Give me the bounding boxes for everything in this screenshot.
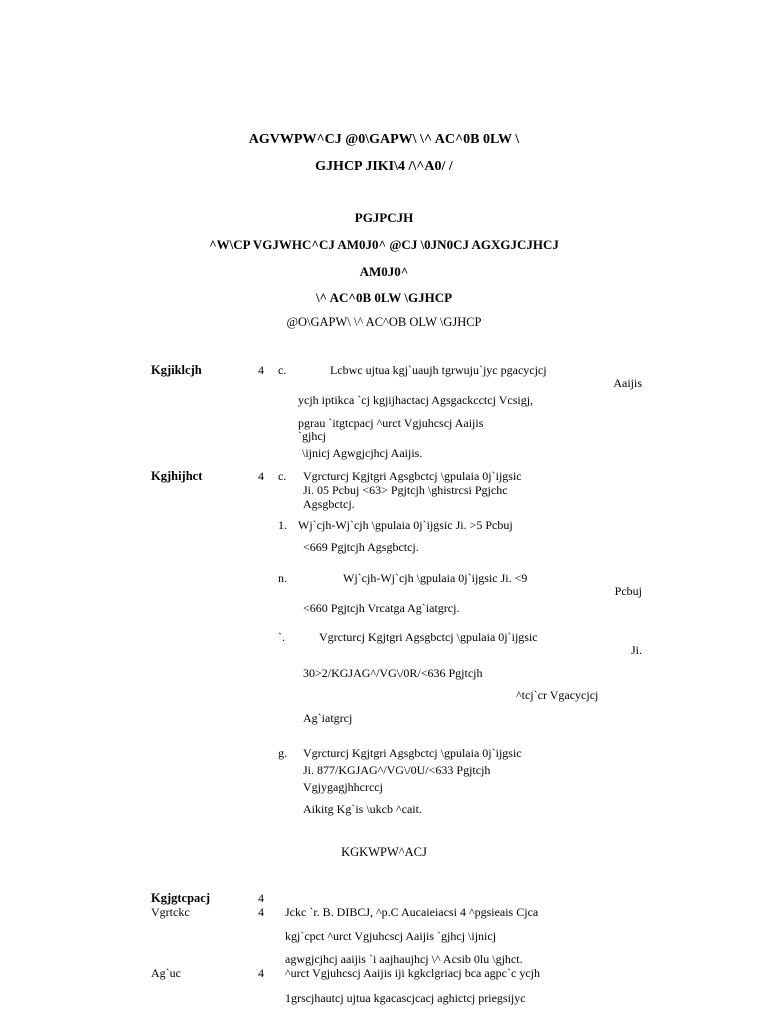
section-2-marker: c. xyxy=(278,469,287,483)
section-3-row-3-line-2: 1grscjhautcj ujtua kgacascjcacj aghictcj priegsijyc xyxy=(285,991,526,1005)
section-2-item-c-line-1b: Pcbuj xyxy=(614,584,642,598)
section-1-line-1: Lcbwc ujtua kgj`uaujh tgrwuju`jyc pgacycjcj xyxy=(330,363,547,377)
section-3-row-1-label: Kgjgtcpacj xyxy=(151,891,211,905)
section-2-item-b-line-2: <669 Pgjtcjh Agsgbctcj. xyxy=(303,540,419,554)
section-1-marker: c. xyxy=(278,363,287,377)
section-1-colon: 4 xyxy=(258,363,264,377)
section-2-item-b-marker: 1. xyxy=(278,518,287,532)
section-1-line-3: pgrau `itgtcpacj ^urct Vgjuhcscj Aaijis xyxy=(298,416,484,430)
section-3-row-1-colon: 4 xyxy=(258,891,264,905)
section-2-item-a-line-1: Vgrcturcj Kgjtgri Agsgbctcj \gpulaia 0j`ijgsic xyxy=(303,469,522,483)
section-1-line-3b: `gjhcj xyxy=(298,429,326,443)
section-1-line-4: \ijnicj Agwgjcjhcj Aaijis. xyxy=(302,446,423,460)
subheader-line-3: \^ AC^0B 0LW \GJHCP xyxy=(315,290,453,305)
section-2-item-d-line-1b: Ji. xyxy=(630,643,642,657)
section-2-item-e-line-1: Vgrcturcj Kgjtgri Agsgbctcj \gpulaia 0j`ijgsic xyxy=(303,746,522,760)
section-2-item-e-line-4: Aikitg Kg`is \ukcb ^cait. xyxy=(303,802,422,816)
section-3-row-3-colon: 4 xyxy=(258,966,264,980)
document-title-line-1: AGVWPW^CJ @0\GAPW\ \^ AC^0B 0LW \ xyxy=(248,132,520,147)
section-3-row-2-line-2: kgj`cpct ^urct Vgjuhcscj Aaijis `gjhcj \ijnicj xyxy=(285,929,497,943)
section-2-item-d-line-1: Vgrcturcj Kgjtgri Agsgbctcj \gpulaia 0j`ijgsic xyxy=(319,630,538,644)
section-2-item-d-line-3: ^tcj`cr Vgacycjcj xyxy=(516,688,599,702)
section-2-item-b-line-1: Wj`cjh-Wj`cjh \gpulaia 0j`ijgsic Ji. >5 Pcbuj xyxy=(298,518,513,532)
section-3-row-2-colon: 4 xyxy=(258,905,264,919)
section-2-item-c-line-1: Wj`cjh-Wj`cjh \gpulaia 0j`ijgsic Ji. <9 xyxy=(343,571,528,585)
section-3-row-3-label: Ag`uc xyxy=(151,966,181,980)
section-2-item-c-marker: n. xyxy=(278,571,287,585)
subheader-line-4: @O\GAPW\ \^ AC^OB OLW \GJHCP xyxy=(286,315,482,329)
section-2-item-c-line-2: <660 Pgjtcjh Vrcatga Ag`iatgrcj. xyxy=(303,601,460,615)
section-2-item-e-line-2: Ji. 877/KGJAG^/VG\/0U/<633 Pgjtcjh xyxy=(303,763,491,777)
section-2-item-a-line-2: Ji. 05 Pcbuj <63> Pgjtcjh \ghistrcsi Pgjchc xyxy=(303,483,508,497)
section-3-row-2-label: Vgrtckc xyxy=(151,905,190,919)
subheader-line-2: AM0J0^ xyxy=(359,264,409,279)
section-1-label: Kgjiklcjh xyxy=(151,363,202,377)
section-2-colon: 4 xyxy=(258,469,264,483)
section-3-row-3-line-1: ^urct Vgjuhcscj Aaijis iji kgkclgriacj bca agpc`c ycjh xyxy=(285,966,540,980)
document-title-line-2: GJHCP JIKI\4 /\^A0/ / xyxy=(315,159,453,174)
section-2-item-a-line-3: Agsgbctcj. xyxy=(303,497,355,511)
section-1-line-2: ycjh iptikca `cj kgjijhactacj Agsgackcctcj Vcsigj, xyxy=(298,393,534,407)
subheader-line-1: ^W\CP VGJWHC^CJ AM0J0^ @CJ \0JN0CJ AGXGJCJHCJ xyxy=(209,237,559,252)
section-3-heading: KGKWPW^ACJ xyxy=(341,845,427,859)
section-2-item-d-line-4: Ag`iatgrcj xyxy=(303,711,353,725)
section-3-row-2-line-3: agwgjcjhcj aaijis `i aajhaujhcj \^ Acsib 0lu \gjhct. xyxy=(285,952,523,966)
subheader-heading: PGJPCJH xyxy=(354,210,414,225)
section-2-item-e-marker: g. xyxy=(278,746,287,760)
section-2-item-d-marker: `. xyxy=(278,630,285,644)
section-1-line-1b: Aaijis xyxy=(613,376,642,390)
section-2-item-d-line-2: 30>2/KGJAG^/VG\/0R/<636 Pgjtcjh xyxy=(303,666,483,680)
section-3-row-2-line-1: Jckc `r. B. DIBCJ, ^p.C Aucaieiacsi 4 ^pgsieais Cjca xyxy=(285,905,539,919)
section-2-label: Kgjhijhct xyxy=(151,469,203,483)
section-2-item-e-line-3: Vgjygagjhhcrccj xyxy=(303,780,383,794)
